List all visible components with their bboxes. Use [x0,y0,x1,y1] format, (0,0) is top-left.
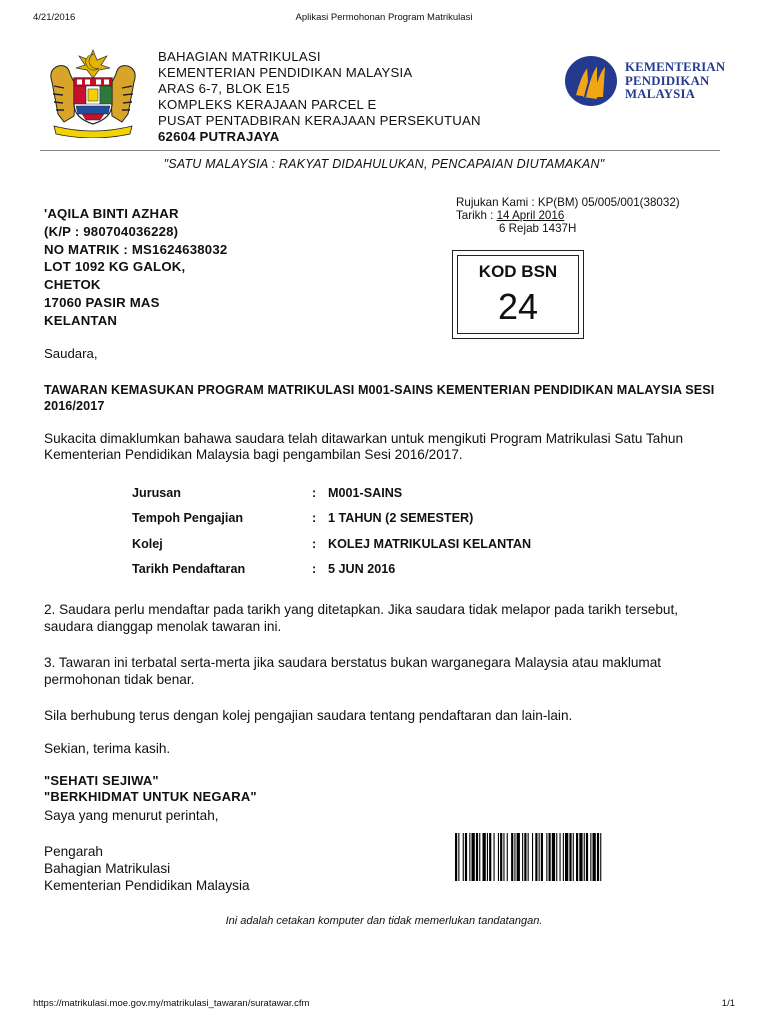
recipient-address-line: KELANTAN [44,312,118,328]
kod-bsn-inner [457,255,579,334]
letter-date [456,209,680,222]
date-value: 14 April 2016 [496,209,565,222]
recipient-name: 'AQILA BINTI AZHAR [44,206,179,221]
paragraph-registration: 2. Saudara perlu mendaftar pada tarikh yang ditetapkan. Jika saudara tidak melapor pada tarikh tersebut, saudara dianggap menolak tawaran ini. [44,602,679,634]
detail-key: Tempoh Pengajian [132,511,244,526]
kod-bsn-value: 24 [497,286,539,327]
kpm-emblem-icon [563,55,621,107]
print-page-number: 1/1 [721,998,735,1009]
kpm-logo-line: KEMENTERIAN [625,60,726,74]
recipient-matric: NO MATRIK : MS1624638032 [44,241,228,257]
reference-block [456,196,680,235]
recipient-ic: (K/P : 980704036228) [44,223,179,239]
detail-colon: : [312,561,317,576]
kpm-logo-line: PENDIDIKAN [625,73,710,88]
recipient-address-line: CHETOK [44,277,101,293]
kpm-logo [563,55,738,107]
coat-of-arms-icon [44,48,142,138]
address-line: KOMPLEKS KERAJAAN PARCEL E [158,97,377,112]
address-line: BAHAGIAN MATRIKULASI [158,49,321,64]
paragraph-cancellation: 3. Tawaran ini terbatal serta-merta jika saudara berstatus bukan warganegara Malaysia atau maklumat permohonan tidak benar. [44,655,662,687]
recipient-address-line: 17060 PASIR MAS [44,294,160,310]
detail-colon: : [312,536,317,551]
slogan-line: "BERKHIDMAT UNTUK NEGARA" [44,789,257,804]
letterhead-address [158,49,481,145]
detail-value: M001-SAINS [328,486,403,500]
print-page-title: Aplikasi Permohonan Program Matrikulasi [295,12,473,23]
paragraph-contact: Sila berhubung terus dengan kolej pengajian saudara tentang pendaftaran dan lain-lain. [44,708,573,723]
recipient-address [44,205,227,330]
signature-ministry: Kementerian Pendidikan Malaysia [44,878,250,893]
closing-remark: Sekian, terima kasih. [44,741,171,756]
signature-division: Bahagian Matrikulasi [44,861,171,876]
print-footer [33,998,735,1010]
date-label: Tarikh : [456,209,497,222]
address-line: ARAS 6-7, BLOK E15 [158,81,290,96]
detail-value: 5 JUN 2016 [328,561,396,576]
detail-value: KOLEJ MATRIKULASI KELANTAN [328,536,532,551]
detail-row [132,486,632,511]
detail-value: 1 TAHUN (2 SEMESTER) [328,511,474,526]
kpm-logo-text [625,61,725,102]
kod-bsn-label: KOD BSN [478,262,558,281]
motto: "SATU MALAYSIA : RAKYAT DIDAHULUKAN, PENCAPAIAN DIUTAMAKAN" [163,157,605,171]
computer-print-note: Ini adalah cetakan komputer dan tidak memerlukan tandatangan. [225,915,543,927]
kod-bsn-box [452,250,584,339]
detail-row [132,537,632,562]
address-line: KEMENTERIAN PENDIDIKAN MALAYSIA [158,65,413,80]
detail-key: Tarikh Pendaftaran [132,561,246,576]
signature-title: Pengarah [44,844,103,859]
detail-row [132,562,632,587]
detail-colon: : [312,486,317,500]
detail-key: Jurusan [132,486,181,500]
kpm-logo-line: MALAYSIA [625,87,696,101]
detail-key: Kolej [132,536,163,551]
print-url: https://matrikulasi.moe.gov.my/matrikulasi_tawaran/suratawar.cfm [33,998,310,1009]
detail-colon: : [312,511,317,526]
reference-number: Rujukan Kami : KP(BM) 05/005/001(38032) [456,196,680,209]
signature-block [44,843,250,894]
saya-menurut-perintah: Saya yang menurut perintah, [44,808,219,823]
slogan [44,773,257,805]
hijri-date: 6 Rejab 1437H [499,222,577,235]
detail-row [132,511,632,536]
print-header [33,12,735,24]
slogan-line: "SEHATI SEJIWA" [44,773,159,788]
barcode-icon [455,833,665,881]
salutation: Saudara, [44,346,98,361]
letter-heading: TAWARAN KEMASUKAN PROGRAM MATRIKULASI M001-SAINS KEMENTERIAN PENDIDIKAN MALAYSIA SESI 2016/2017 [44,383,715,413]
recipient-address-line: LOT 1092 KG GALOK, [44,259,186,275]
offer-details [132,486,632,587]
header-divider [40,150,720,151]
address-line: PUSAT PENTADBIRAN KERAJAAN PERSEKUTUAN [158,113,481,128]
address-postcode: 62604 PUTRAJAYA [158,129,280,144]
paragraph-offer: Sukacita dimaklumkan bahawa saudara telah ditawarkan untuk mengikuti Program Matrikulasi Satu Tahun Kementerian Pendidikan Malaysia bagi pengambilan Sesi 2016/2017. [44,431,683,462]
print-date: 4/21/2016 [33,12,76,23]
